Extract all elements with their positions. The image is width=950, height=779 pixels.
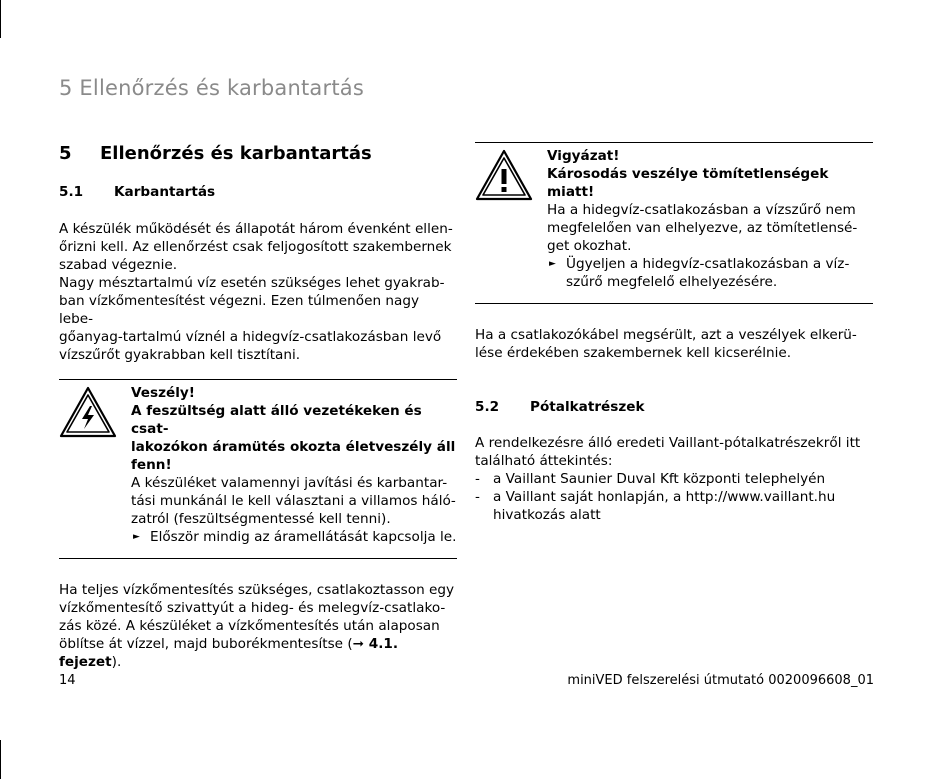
list-item-line: a Vaillant saját honlapján, a http://www.vaillant.hu (493, 489, 836, 505)
warning-headline-line: fenn! (131, 457, 172, 473)
action-text: Először mindig az áramellátását kapcsolja le. (150, 529, 457, 545)
list-dash: - (475, 471, 480, 487)
list-item (475, 488, 873, 524)
warning-body-line: get okozhat. (547, 238, 632, 254)
text-line: Nagy mésztartalmú víz esetén szükséges lehet gyakrab- (59, 275, 445, 291)
descaling-paragraph (59, 581, 457, 671)
text-line: őrizni kell. Az ellenőrzést csak feljogosított szakembernek (59, 239, 452, 255)
warning-label: Veszély! (131, 385, 195, 401)
warning-headline-line: lakozókon áramütés okozta életveszély áll (131, 439, 456, 455)
arrowhead-icon: ► (133, 532, 140, 542)
warning-label: Vigyázat! (547, 148, 620, 164)
text-line (59, 635, 457, 671)
list-item-line: hivatkozás alatt (493, 507, 601, 523)
action-item (131, 528, 457, 546)
warning-headline-line: A feszültség alatt álló vezetékeken és csat- (131, 403, 422, 437)
section-title: Karbantartás (114, 184, 216, 200)
action-text-line: szűrő megfelelő elhelyezésére. (566, 274, 778, 290)
cable-paragraph (475, 326, 873, 362)
chapter-number: 5 (59, 143, 72, 164)
warning-body-line: zatról (feszültségmentessé kell tenni). (131, 511, 391, 527)
text-line: vízszűrőt gyakrabban kell tisztítani. (59, 347, 301, 363)
chapter-reference-link[interactable]: ➞ 4.1. fejezet (59, 636, 399, 670)
text-line: ban vízkőmentesítést végezni. Ezen túlmenően nagy lebe- (59, 293, 420, 327)
action-text-line: Ügyeljen a hidegvíz-csatlakozásban a víz- (566, 256, 850, 272)
crop-mark-top (0, 0, 1, 38)
electric-hazard-icon (59, 384, 131, 546)
warning-headline-line: Károsodás veszélye tömítetlenségek miatt! (547, 166, 829, 200)
warning-body-line: megfelelően van elhelyezve, az tömítetlensé- (547, 220, 858, 236)
text-line: A készülék működését és állapotát három évenként ellen- (59, 221, 453, 237)
danger-warning-text (131, 384, 457, 546)
crop-mark-bottom (0, 740, 1, 779)
maintenance-paragraph (59, 220, 457, 364)
text-line: lése érdekében szakembernek kell kicserélnie. (475, 345, 792, 361)
document-title: miniVED felszerelési útmutató 0020096608_01 (567, 673, 874, 688)
text-line: Ha teljes vízkőmentesítés szükséges, csatlakoztasson egy (59, 582, 455, 598)
text-line: gőanyag-tartalmú víznél a hidegvíz-csatlakozásban levő (59, 329, 442, 345)
arrowhead-icon: ► (549, 259, 556, 269)
list-dash: - (475, 489, 480, 505)
action-item (547, 255, 873, 291)
section-number: 5.1 (59, 184, 84, 200)
warning-body-line: A készüléket valamennyi javítási és karbantar- (131, 475, 448, 491)
chapter-title: Ellenőrzés és karbantartás (100, 143, 372, 164)
page-number: 14 (59, 673, 76, 688)
right-column (475, 142, 873, 524)
text-line: A rendelkezésre álló eredeti Vaillant-pótalkatrészekről itt (475, 435, 861, 451)
text-line: zás közé. A készüléket a vízkőmentesítés után alaposan (59, 618, 440, 634)
section-number: 5.2 (475, 399, 500, 415)
caution-warning-box (475, 142, 873, 304)
list-item (475, 470, 873, 488)
text-line: vízkőmentesítő szivattyút a hideg- és melegvíz-csatlako- (59, 600, 446, 616)
text-line: szabad végeznie. (59, 257, 178, 273)
warning-body-line: Ha a hidegvíz-csatlakozásban a vízszűrő nem (547, 202, 856, 218)
section-heading-5-1 (59, 183, 457, 201)
section-heading-5-2 (475, 398, 873, 416)
section-title: Pótalkatrészek (530, 399, 645, 415)
danger-warning-box (59, 379, 457, 559)
text-line: Ha a csatlakozókábel megsérült, azt a veszélyek elkerü- (475, 327, 857, 343)
spare-parts-paragraph (475, 434, 873, 470)
text-fragment: öblítse át vízzel, majd buborékmentesítse ( (59, 636, 353, 652)
left-column (59, 142, 457, 671)
list-item-text (493, 488, 835, 524)
list-item-text: a Vaillant Saunier Duval Kft központi telephelyén (493, 471, 826, 487)
exclamation-warning-icon (475, 147, 547, 291)
warning-body-line: tási munkánál le kell választani a villamos hálό- (131, 493, 456, 509)
caution-warning-text (547, 147, 873, 291)
text-fragment: ). (111, 654, 122, 670)
action-text (566, 255, 849, 291)
chapter-heading (59, 142, 457, 166)
running-head: 5 Ellenőrzés és karbantartás (59, 76, 364, 100)
text-line: található áttekintés: (475, 453, 613, 469)
